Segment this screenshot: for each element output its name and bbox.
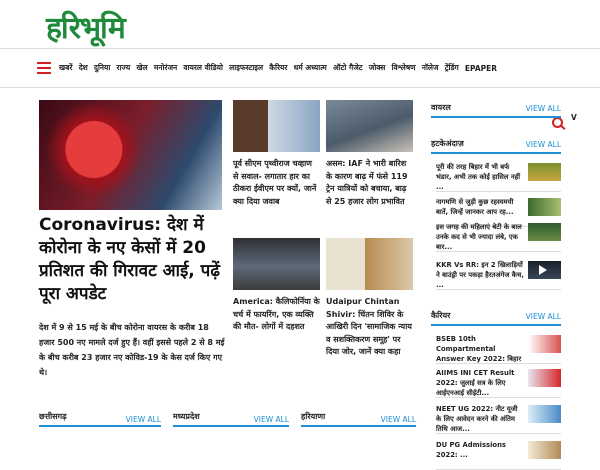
- nav-item-vishleshan[interactable]: विश्लेषण: [391, 63, 416, 72]
- section-madhya-pradesh: [173, 407, 289, 427]
- view-all-link[interactable]: VIEW ALL: [525, 140, 561, 149]
- nav-item-rajya[interactable]: राज्य: [116, 63, 131, 72]
- nav-item-khabrein[interactable]: खबरें: [59, 63, 73, 72]
- nav-item-manoranjan[interactable]: मनोरंजन: [153, 63, 178, 72]
- nav-item-desh[interactable]: देश: [78, 63, 88, 72]
- sidebar-hatke-header: [431, 136, 561, 154]
- hero-image[interactable]: [39, 100, 222, 210]
- sidebar-item-title[interactable]: NEET UG 2022: नीट यूजी के लिए आवेदन करने की अंतिम तिथि आज...: [436, 405, 518, 433]
- nav-overflow-letter: V: [571, 113, 577, 122]
- sidebar-item-thumbnail[interactable]: [528, 223, 561, 241]
- sidebar-item-title[interactable]: पूरी की तरह बिहार में भी बर्फ भंडार, अभी तक कोई हासिल नहीं ...: [436, 163, 520, 191]
- nav-item-knowledge[interactable]: नॉलेज: [421, 63, 439, 72]
- news-card[interactable]: [326, 238, 413, 359]
- news-card-image[interactable]: [233, 100, 320, 152]
- news-card[interactable]: [233, 100, 320, 208]
- section-haryana: [301, 407, 416, 427]
- sidebar-item-title[interactable]: इस जगह की महिलाएं बेटी के बाल उनके कद से भी ज्यादा लंबे, एक बार...: [436, 223, 522, 251]
- nav-item-career[interactable]: कैरियर: [269, 63, 288, 72]
- sidebar-career-header: [431, 308, 561, 326]
- sidebar-item-thumbnail[interactable]: [528, 198, 561, 216]
- play-icon: [539, 265, 547, 275]
- news-card-image[interactable]: [233, 238, 320, 290]
- sidebar-section-label: हटकेअंदाज़: [431, 139, 464, 148]
- sidebar-item-thumbnail[interactable]: [528, 441, 561, 459]
- view-all-link[interactable]: VIEW ALL: [525, 104, 561, 113]
- sidebar-item-title[interactable]: KKR Vs RR: इन 2 खिलाड़ियों ने बाउंड्री पर पकड़ा हैरतअंगेज कैच, ...: [436, 261, 524, 289]
- sidebar-item-title[interactable]: नागमणि से जुड़ी कुछ रहस्यमयी बातें, जिन्हें जानकर आप रह...: [436, 198, 514, 216]
- news-card-title[interactable]: Udaipur Chintan Shivir: चिंतन शिविर के आखिरी दिन 'सामाजिक न्याय व सशक्तिकरण समूह' पर दिया जोर, जानें क्या कहा: [326, 297, 412, 356]
- search-icon[interactable]: [552, 117, 563, 128]
- view-all-link[interactable]: VIEW ALL: [253, 415, 289, 424]
- view-all-link[interactable]: VIEW ALL: [125, 415, 161, 424]
- section-label: हरियाणा: [301, 412, 326, 421]
- nav-item-khel[interactable]: खेल: [136, 63, 148, 72]
- sidebar-item-thumbnail[interactable]: [528, 261, 561, 279]
- sidebar-section-label: वायरल: [431, 103, 451, 112]
- news-card[interactable]: [326, 100, 413, 208]
- site-logo[interactable]: हरिभूमि: [46, 11, 125, 46]
- sidebar-item-thumbnail[interactable]: [528, 335, 561, 353]
- view-all-link[interactable]: VIEW ALL: [525, 312, 561, 321]
- sidebar-item-thumbnail[interactable]: [528, 369, 561, 387]
- hero-description: देश में 9 से 15 मई के बीच कोरोना वायरस के करीब 18 हजार 500 नए मामले दर्ज हुए हैं। वहीं इससे पहले 2 से 8 मई के बीच करीब 23 हजार नए कोविड-19 के केस दर्ज किए गए थे।: [39, 323, 225, 377]
- section-label: छत्तीसगढ़: [39, 412, 67, 421]
- sidebar-list-item[interactable]: [436, 260, 561, 290]
- nav-item-trending[interactable]: ट्रेंडिंग: [444, 63, 459, 72]
- hero-title[interactable]: Coronavirus: देश में कोरोना के नए केसों में 20 प्रतिशत की गिरावट आई, पढ़ें पूरा अपडेट: [39, 215, 220, 304]
- news-card-title[interactable]: पूर्व सीएम पृथ्वीराज चव्हाण से सवाल- लगातार हार का ठीकरा ईवीएम पर क्यों, जानें क्या दिया जवाब: [233, 159, 317, 206]
- nav-items: [59, 63, 503, 73]
- sidebar-list-item[interactable]: [436, 368, 561, 398]
- news-card-image[interactable]: [326, 100, 413, 152]
- sidebar-item-title[interactable]: AIIMS INI CET Result 2022: जुलाई सत्र के लिए आईएनआई सीईटी...: [436, 369, 515, 397]
- news-card-image[interactable]: [326, 238, 413, 290]
- section-chhattisgarh: [39, 407, 161, 427]
- sidebar-item-title[interactable]: BSEB 10th Compartmental Answer Key 2022: बिहार: [436, 335, 522, 363]
- hamburger-menu-icon[interactable]: [37, 62, 51, 74]
- nav-item-viral-video[interactable]: वायरल वीडियो: [183, 63, 223, 72]
- nav-item-auto[interactable]: ऑटो गैजेट: [332, 63, 363, 72]
- news-card[interactable]: [233, 238, 320, 334]
- news-card-title[interactable]: America: कैलिफोर्निया के चर्च में फायरिंग, एक व्यक्ति की मौत- लोगों में दहशत: [233, 297, 320, 331]
- nav-item-epaper[interactable]: EPAPER: [464, 63, 498, 73]
- sidebar-viral-header: [431, 100, 561, 118]
- sidebar-item-thumbnail[interactable]: [528, 405, 561, 423]
- sidebar-list-item[interactable]: [436, 162, 561, 192]
- nav-item-jokes[interactable]: जोक्स: [368, 63, 386, 72]
- sidebar-list-item[interactable]: [436, 334, 561, 364]
- sidebar-list-item[interactable]: [436, 222, 561, 252]
- sidebar-list-item[interactable]: [436, 440, 561, 470]
- site-header: [0, 0, 600, 46]
- sidebar-item-thumbnail[interactable]: [528, 163, 561, 181]
- nav-item-dharm[interactable]: धर्म अध्यात्म: [293, 63, 327, 72]
- news-card-title[interactable]: असम: IAF ने भारी बारिश के कारण बाढ़ में फंसे 119 ट्रेन यात्रियों को बचाया, बाढ़ से 25 हजार लोग प्रभावित: [326, 159, 408, 206]
- sidebar-list-item[interactable]: [436, 404, 561, 434]
- sidebar-item-title[interactable]: DU PG Admissions 2022: ...: [436, 441, 506, 459]
- view-all-link[interactable]: VIEW ALL: [380, 415, 416, 424]
- nav-item-duniya[interactable]: दुनिया: [93, 63, 111, 72]
- sidebar-section-label: कैरियर: [431, 311, 451, 320]
- section-label: मध्यप्रदेश: [173, 412, 200, 421]
- nav-item-lifestyle[interactable]: लाइफस्टाइल: [229, 63, 264, 72]
